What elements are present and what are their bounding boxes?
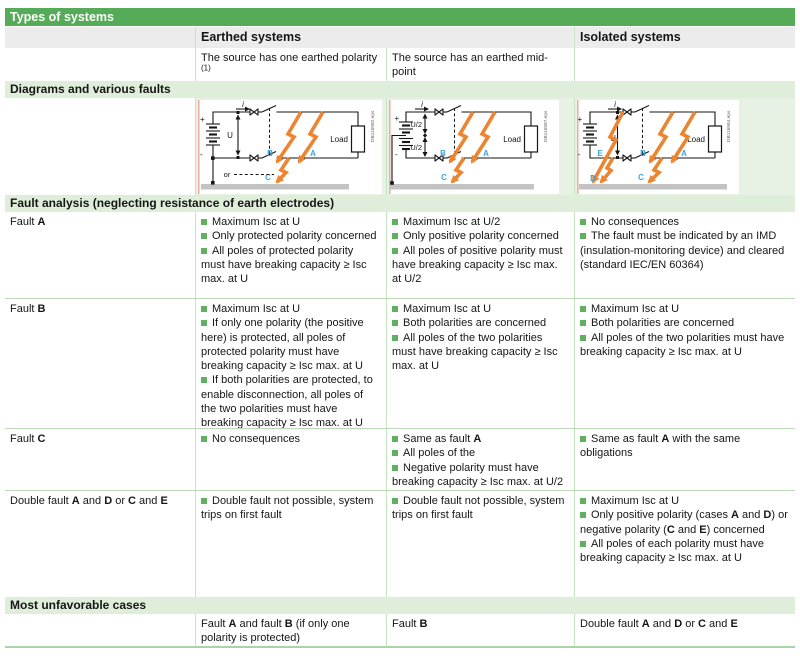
fault-c-earthed-mid-cell bbox=[386, 429, 574, 490]
bullet-square-icon bbox=[580, 320, 586, 326]
bullet-item: Only positive polarity concerned bbox=[392, 229, 568, 243]
bullet-square-icon bbox=[392, 450, 398, 456]
double-fault-earthed-mid-cell bbox=[386, 491, 574, 597]
bullet-square-icon bbox=[580, 512, 586, 518]
fault-b-row bbox=[5, 298, 795, 428]
bullet-item: Maximum Isc at U bbox=[580, 494, 789, 508]
section-diagrams: Diagrams and various faults bbox=[5, 81, 795, 98]
bullet-square-icon bbox=[580, 233, 586, 239]
most-unfavorable-row bbox=[5, 614, 795, 648]
bullet-item: Maximum Isc at U bbox=[580, 302, 789, 316]
diagram-cell-isolated bbox=[574, 98, 795, 195]
fault-c-letter: C bbox=[265, 173, 271, 182]
double-fault-isolated-cell bbox=[574, 491, 795, 597]
battery-icon bbox=[583, 124, 597, 145]
isolated-systems-header: Isolated systems bbox=[574, 27, 795, 48]
fault-b-bolt-icon bbox=[450, 112, 473, 162]
fault-a-earthed-one-cell bbox=[195, 212, 386, 298]
bullet-item: All poles of protected polarity must have breaking capacity ≥ Isc max. at U bbox=[201, 244, 367, 286]
bullet-item: Double fault not possible, system trips on first fault bbox=[201, 495, 374, 522]
minus-label: - bbox=[395, 150, 398, 159]
voltage-label: U bbox=[227, 131, 233, 140]
bullet-square-icon bbox=[201, 320, 207, 326]
bullet-square-icon bbox=[392, 219, 398, 225]
load-label: Load bbox=[687, 135, 705, 144]
eps-filename: DB116984.eps bbox=[727, 110, 732, 142]
minus-label: - bbox=[200, 150, 203, 159]
bullet-square-icon bbox=[392, 465, 398, 471]
voltage-label: U bbox=[610, 134, 616, 143]
bullet-item: Both polarities are concerned bbox=[392, 316, 568, 330]
eps-filename: DB116982.eps bbox=[371, 110, 376, 142]
fault-b-label: Fault B bbox=[10, 303, 46, 315]
fault-c-letter: C bbox=[441, 173, 447, 182]
fault-a-letter: A bbox=[310, 149, 316, 158]
fault-b-bolt-icon bbox=[277, 112, 301, 162]
load-box bbox=[709, 126, 722, 152]
bullet-item: Same as fault A bbox=[392, 432, 568, 446]
bullet-square-icon bbox=[580, 306, 586, 312]
fault-b-letter: B bbox=[440, 149, 446, 158]
fault-c-row bbox=[5, 428, 795, 490]
diagrams-empty-cell bbox=[5, 98, 195, 195]
fault-a-earthed-mid-cell bbox=[386, 212, 574, 298]
bullet-item: No consequences bbox=[201, 432, 380, 446]
bullet-item: If only one polarity (the positive here) is protected, all poles of protected polarity must have breaking capacity ≥ Isc max. at U bbox=[201, 317, 364, 373]
fault-b-earthed-mid-cell bbox=[386, 299, 574, 428]
unfavorable-empty-cell bbox=[5, 614, 195, 646]
bullet-item: All poles of each polarity must have breaking capacity ≥ Isc max. at U bbox=[580, 537, 765, 565]
double-fault-earthed-one-cell bbox=[195, 491, 386, 597]
sub-header-row bbox=[5, 48, 795, 81]
load-box bbox=[525, 126, 538, 152]
fault-b-earthed-one-cell bbox=[195, 299, 386, 428]
bullet-item: Only protected polarity concerned bbox=[201, 229, 380, 243]
bullet-square-icon bbox=[580, 541, 586, 547]
bullet-square-icon bbox=[201, 377, 207, 383]
bullet-item: All poles of the bbox=[392, 446, 568, 460]
load-box bbox=[352, 126, 365, 152]
bullet-item: Negative polarity must have breaking capacity ≥ Isc max. at U/2 bbox=[392, 461, 564, 488]
fault-c-label: Fault C bbox=[10, 433, 46, 445]
bullet-item: All poles of the two polarities must have breaking capacity ≥ Isc max. at U bbox=[392, 331, 558, 373]
fault-a-letter: A bbox=[483, 149, 489, 158]
load-label: Load bbox=[330, 135, 348, 144]
eps-filename: DB116987.eps bbox=[544, 110, 549, 142]
diagram-cell-earthed-one-polarity bbox=[195, 98, 386, 195]
bullet-square-icon bbox=[201, 233, 207, 239]
fault-d-letter: D bbox=[590, 174, 596, 183]
bullet-item: Same as fault A with the same obligations bbox=[580, 433, 741, 460]
plus-label: + bbox=[200, 115, 205, 124]
battery-icon bbox=[206, 124, 220, 145]
fuse-icon bbox=[623, 109, 631, 116]
earthed-systems-header: Earthed systems bbox=[195, 27, 574, 48]
bullet-item: Maximum Isc at U bbox=[201, 215, 380, 229]
section-fault-analysis: Fault analysis (neglecting resistance of earth electrodes) bbox=[5, 195, 795, 212]
fuse-icon bbox=[623, 155, 631, 162]
bullet-item: If both polarities are protected, to enable disconnection, all poles of the two polarities must have breaking capacity ≥ Isc max. at U bbox=[201, 374, 373, 428]
circuit-diagram-isolated bbox=[577, 100, 739, 194]
column-header-row bbox=[5, 27, 795, 48]
fault-b-letter: B bbox=[640, 149, 646, 158]
subheader-empty-cell bbox=[5, 48, 195, 81]
bullet-square-icon bbox=[580, 498, 586, 504]
fault-a-row bbox=[5, 212, 795, 298]
fault-c-earthed-one-cell bbox=[195, 429, 386, 490]
fault-c-letter: C bbox=[638, 173, 644, 182]
fault-c-bolt-icon bbox=[452, 158, 464, 182]
bullet-square-icon bbox=[201, 219, 207, 225]
plus-label: + bbox=[577, 115, 583, 124]
diagram-cell-earthed-mid-point bbox=[386, 98, 574, 195]
bullet-item: Maximum Isc at U/2 bbox=[392, 215, 568, 229]
bullet-item: Maximum Isc at U bbox=[392, 302, 568, 316]
fuse-icon bbox=[250, 155, 258, 162]
fault-b-letter: B bbox=[267, 149, 273, 158]
ground-bar bbox=[201, 184, 349, 190]
bullet-square-icon bbox=[392, 335, 398, 341]
subheader-isolated-empty bbox=[574, 48, 795, 81]
load-label: Load bbox=[503, 135, 521, 144]
bullet-item: All poles of the two polarities must have breaking capacity ≥ Isc max. at U bbox=[580, 331, 785, 358]
fault-a-letter: A bbox=[681, 149, 687, 158]
bullet-item: All poles of positive polarity must have breaking capacity ≥ Isc max. at U/2 bbox=[392, 244, 563, 286]
unfavorable-earthed-mid-cell: Fault B bbox=[386, 614, 574, 646]
minus-label: - bbox=[577, 150, 581, 159]
bullet-item: Double fault not possible, system trips on first fault bbox=[392, 495, 565, 522]
bullet-square-icon bbox=[392, 320, 398, 326]
bullet-square-icon bbox=[392, 436, 398, 442]
bullet-item: Both polarities are concerned bbox=[580, 316, 789, 330]
voltage-bottom-label: U/2 bbox=[410, 143, 422, 152]
section-most-unfavorable: Most unfavorable cases bbox=[5, 597, 795, 614]
bullet-square-icon bbox=[392, 306, 398, 312]
unfavorable-earthed-one-cell: Fault A and fault B (if only one polarity is protected) bbox=[195, 614, 386, 646]
page-title: Types of systems bbox=[5, 8, 795, 26]
current-label: i bbox=[614, 100, 616, 109]
bullet-square-icon bbox=[392, 248, 398, 254]
bullet-square-icon bbox=[201, 306, 207, 312]
plus-label: + bbox=[394, 114, 400, 123]
fuse-icon bbox=[250, 109, 258, 116]
bullet-item: No consequences bbox=[580, 215, 789, 229]
ground-bar bbox=[389, 184, 534, 190]
bullet-square-icon bbox=[580, 335, 586, 341]
bullet-item: Only positive polarity (cases A and D) or negative polarity (C and E) concerned bbox=[580, 509, 788, 536]
fuse-icon bbox=[435, 109, 443, 116]
current-label: i bbox=[242, 100, 244, 109]
ground-bar bbox=[579, 184, 727, 190]
subheader-earthed-mid-point: The source has an earthed mid-point bbox=[386, 48, 574, 81]
types-of-systems-table bbox=[5, 8, 795, 648]
bullet-item: The fault must be indicated by an IMD (insulation-monitoring device) and cleared (standard IEC/EN 60364) bbox=[580, 230, 785, 271]
fault-e-letter: E bbox=[597, 149, 603, 158]
bullet-square-icon bbox=[580, 436, 586, 442]
subheader-earthed-one-polarity: The source has one earthed polarity $^{(1)}$ bbox=[195, 48, 386, 81]
bullet-square-icon bbox=[201, 498, 207, 504]
diagrams-row bbox=[5, 98, 795, 195]
fault-c-isolated-cell bbox=[574, 429, 795, 490]
double-fault-label: Double fault A and D or C and E bbox=[10, 495, 168, 507]
current-label: i bbox=[421, 100, 423, 109]
fault-a-label: Fault A bbox=[10, 216, 46, 228]
double-fault-row bbox=[5, 490, 795, 597]
bullet-item: Maximum Isc at U bbox=[201, 302, 380, 316]
bullet-square-icon bbox=[201, 436, 207, 442]
unfavorable-isolated-cell: Double fault A and D or C and E bbox=[574, 614, 795, 646]
or-label: or bbox=[223, 170, 231, 179]
circuit-diagram-earthed-mid-point bbox=[389, 100, 559, 194]
bullet-square-icon bbox=[392, 233, 398, 239]
fault-a-isolated-cell bbox=[574, 212, 795, 298]
bullet-square-icon bbox=[392, 498, 398, 504]
bullet-square-icon bbox=[580, 219, 586, 225]
bullet-square-icon bbox=[201, 248, 207, 254]
circuit-diagram-earthed-one-polarity bbox=[198, 100, 382, 194]
fault-b-bolt-icon bbox=[650, 112, 673, 162]
fault-b-isolated-cell bbox=[574, 299, 795, 428]
header-empty-cell bbox=[5, 27, 195, 48]
voltage-top-label: U/2 bbox=[410, 120, 422, 129]
